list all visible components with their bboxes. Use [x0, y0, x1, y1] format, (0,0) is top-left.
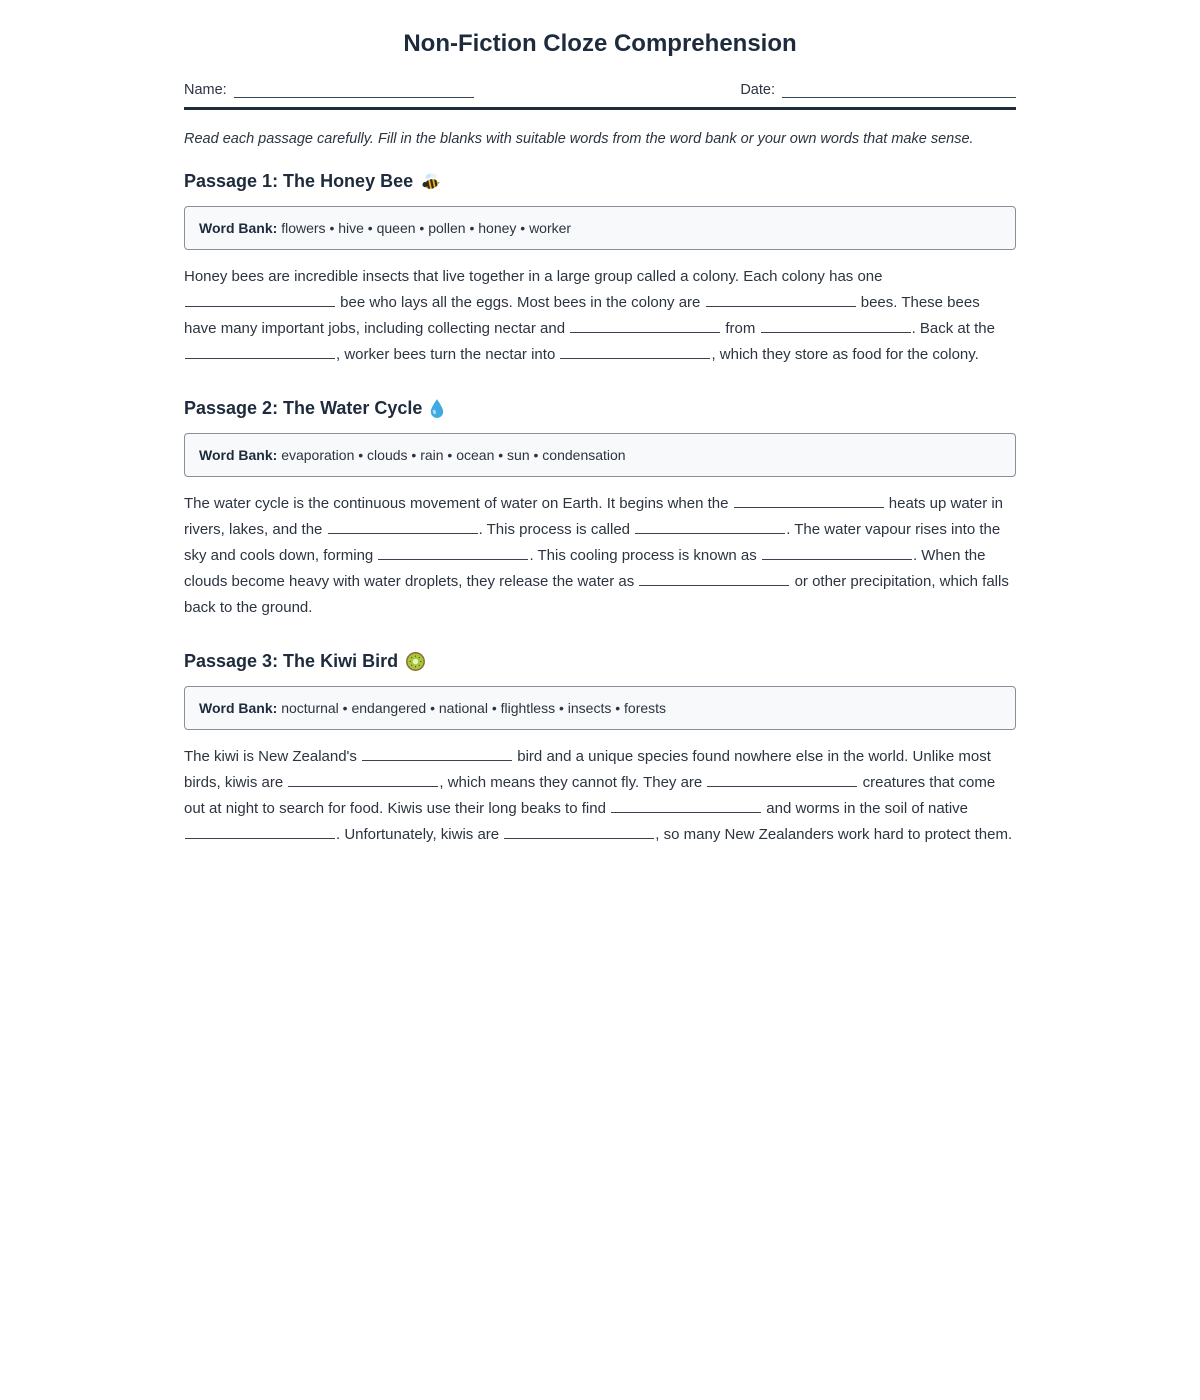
blank-line [639, 574, 789, 586]
instructions-text: Read each passage carefully. Fill in the blanks with suitable words from the word bank or your own words that make sense. [184, 131, 974, 147]
word-bank-label: Word Bank: [199, 700, 278, 716]
date-field [740, 82, 1016, 98]
word-bank-label: Word Bank: [199, 447, 278, 463]
blank-line [362, 749, 512, 761]
blank-line [185, 827, 335, 839]
blank-line [185, 347, 335, 359]
bee-emoji-icon [420, 171, 441, 192]
droplet-emoji-icon [429, 398, 445, 419]
blank-line [288, 775, 438, 787]
blank-line [706, 295, 856, 307]
blank-line [560, 347, 710, 359]
passage-heading [184, 398, 1016, 419]
passage-body: Honey bees are incredible insects that live together in a large group called a colony. Each colony has one bee who lays all the eggs. Most bees in the colony are bees. These bees have many important jobs, including collecting nectar and from . Back at the , worker bees turn the nectar into , which they store as food for the colony. [184, 268, 995, 363]
name-date-row [184, 82, 1016, 98]
word-bank-label: Word Bank: [199, 220, 278, 236]
kiwi-emoji-icon [405, 651, 426, 672]
word-bank-items: flowers • hive • queen • pollen • honey • worker [281, 220, 572, 236]
date-label: Date: [740, 82, 775, 98]
blank-line [328, 522, 478, 534]
blank-line [378, 548, 528, 560]
blank-line [707, 775, 857, 787]
passage-heading-text: Passage 3: The Kiwi Bird [184, 651, 399, 671]
blank-line [635, 522, 785, 534]
blank-line [185, 295, 335, 307]
blank-line [570, 321, 720, 333]
passage-body: The water cycle is the continuous movement of water on Earth. It begins when the heats up water in rivers, lakes, and the . This process is called . The water vapour rises into the sky and cools down, forming . This cooling process is known as . When the clouds become heavy with water droplets, they release the water as or other precipitation, which falls back to the ground. [184, 495, 1009, 616]
blank-line [762, 548, 912, 560]
blank-line [761, 321, 911, 333]
passage-heading-text: Passage 2: The Water Cycle [184, 398, 423, 418]
blank-line [504, 827, 654, 839]
word-bank-box [184, 433, 1016, 477]
passage-section-honey-bee [184, 171, 1016, 368]
name-field [184, 82, 474, 98]
blank-line [611, 801, 761, 813]
passage-heading [184, 651, 1016, 672]
page-title: Non-Fiction Cloze Comprehension [403, 30, 797, 57]
date-blank-line [782, 85, 1016, 98]
passage-section-kiwi-bird [184, 651, 1016, 848]
name-blank-line [234, 85, 474, 98]
word-bank-items: evaporation • clouds • rain • ocean • sun • condensation [281, 447, 626, 463]
name-label: Name: [184, 82, 227, 98]
word-bank-items: nocturnal • endangered • national • flightless • insects • forests [281, 700, 667, 716]
passage-heading [184, 171, 1016, 192]
worksheet-page [184, 0, 1016, 848]
passage-heading-text: Passage 1: The Honey Bee [184, 171, 414, 191]
blank-line [734, 496, 884, 508]
word-bank-box [184, 686, 1016, 730]
header-divider [184, 107, 1016, 110]
passage-section-water-cycle [184, 398, 1016, 621]
passage-body: The kiwi is New Zealand's bird and a unique species found nowhere else in the world. Unlike most birds, kiwis are , which means they cannot fly. They are creatures that come out at night to search for food. Kiwis use their long beaks to find and worms in the soil of native . Unfortunately, kiwis are , so many New Zealanders work hard to protect them. [184, 748, 1013, 843]
word-bank-box [184, 206, 1016, 250]
